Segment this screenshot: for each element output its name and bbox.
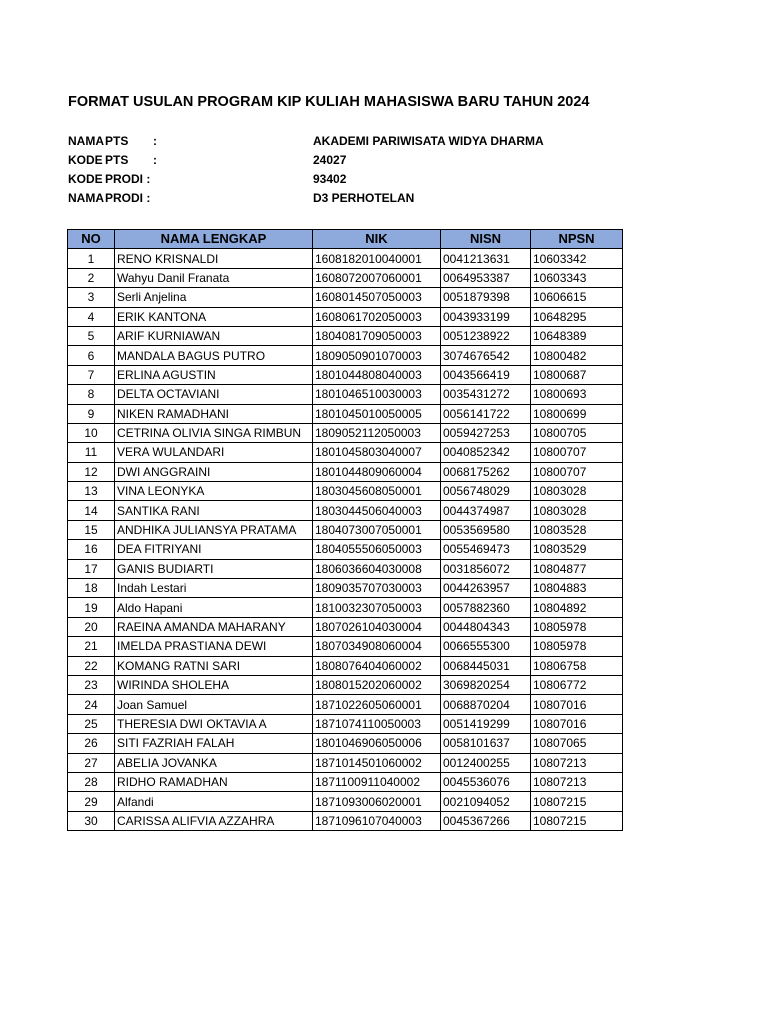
cell-nama-lengkap: RIDHO RAMADHAN bbox=[115, 772, 313, 791]
table-row bbox=[68, 346, 623, 365]
info-label: PRODI : bbox=[105, 172, 151, 186]
cell-nik: 1801046906050006 bbox=[313, 734, 441, 753]
cell-no: 27 bbox=[68, 753, 115, 772]
cell-nik: 1871100911040002 bbox=[313, 772, 441, 791]
cell-npsn: 10803028 bbox=[531, 501, 623, 520]
cell-nama-lengkap: CETRINA OLIVIA SINGA RIMBUN bbox=[115, 423, 313, 442]
table-row bbox=[68, 268, 623, 287]
cell-npsn: 10800705 bbox=[531, 423, 623, 442]
cell-npsn: 10804892 bbox=[531, 598, 623, 617]
table-row bbox=[68, 288, 623, 307]
cell-nik: 1804073007050001 bbox=[313, 520, 441, 539]
cell-nik: 1801044809060004 bbox=[313, 462, 441, 481]
cell-nik: 1809052112050003 bbox=[313, 423, 441, 442]
info-label: PTS bbox=[105, 134, 129, 148]
cell-nik: 1810032307050003 bbox=[313, 598, 441, 617]
cell-npsn: 10806772 bbox=[531, 675, 623, 694]
info-label: NAMA bbox=[68, 191, 104, 205]
cell-nisn: 0056748029 bbox=[441, 482, 531, 501]
cell-nik: 1871096107040003 bbox=[313, 811, 441, 830]
cell-no: 11 bbox=[68, 443, 115, 462]
cell-no: 8 bbox=[68, 385, 115, 404]
cell-no: 5 bbox=[68, 326, 115, 345]
cell-nik: 1803044506040003 bbox=[313, 501, 441, 520]
cell-no: 14 bbox=[68, 501, 115, 520]
cell-nik: 1871093006020001 bbox=[313, 792, 441, 811]
table-row bbox=[68, 792, 623, 811]
table-row bbox=[68, 559, 623, 578]
cell-nama-lengkap: ARIF KURNIAWAN bbox=[115, 326, 313, 345]
cell-nisn: 0045367266 bbox=[441, 811, 531, 830]
cell-no: 17 bbox=[68, 559, 115, 578]
info-label: KODE bbox=[68, 172, 103, 186]
info-value: 24027 bbox=[313, 153, 347, 167]
cell-nisn: 0068445031 bbox=[441, 656, 531, 675]
cell-nama-lengkap: Wahyu Danil Franata bbox=[115, 268, 313, 287]
table-row bbox=[68, 365, 623, 384]
cell-npsn: 10807016 bbox=[531, 695, 623, 714]
cell-nik: 1807026104030004 bbox=[313, 617, 441, 636]
cell-nama-lengkap: ABELIA JOVANKA bbox=[115, 753, 313, 772]
info-label: KODE bbox=[68, 153, 103, 167]
cell-npsn: 10803529 bbox=[531, 540, 623, 559]
cell-nisn: 0044804343 bbox=[441, 617, 531, 636]
cell-no: 29 bbox=[68, 792, 115, 811]
table-row bbox=[68, 385, 623, 404]
cell-nama-lengkap: DEA FITRIYANI bbox=[115, 540, 313, 559]
cell-no: 20 bbox=[68, 617, 115, 636]
table-row bbox=[68, 307, 623, 326]
cell-nama-lengkap: RENO KRISNALDI bbox=[115, 249, 313, 268]
cell-nama-lengkap: THERESIA DWI OKTAVIA A bbox=[115, 714, 313, 733]
cell-nama-lengkap: WIRINDA SHOLEHA bbox=[115, 675, 313, 694]
cell-npsn: 10804877 bbox=[531, 559, 623, 578]
table-row bbox=[68, 404, 623, 423]
cell-nisn: 0055469473 bbox=[441, 540, 531, 559]
table-row bbox=[68, 598, 623, 617]
cell-no: 1 bbox=[68, 249, 115, 268]
cell-npsn: 10807215 bbox=[531, 792, 623, 811]
cell-nik: 1801046510030003 bbox=[313, 385, 441, 404]
cell-nisn: 0051879398 bbox=[441, 288, 531, 307]
cell-nisn: 3069820254 bbox=[441, 675, 531, 694]
cell-npsn: 10800699 bbox=[531, 404, 623, 423]
cell-nama-lengkap: GANIS BUDIARTI bbox=[115, 559, 313, 578]
cell-nama-lengkap: RAEINA AMANDA MAHARANY bbox=[115, 617, 313, 636]
cell-npsn: 10648389 bbox=[531, 326, 623, 345]
column-header-no: NO bbox=[68, 230, 115, 249]
cell-nisn: 0043566419 bbox=[441, 365, 531, 384]
cell-nama-lengkap: ERIK KANTONA bbox=[115, 307, 313, 326]
cell-npsn: 10800707 bbox=[531, 462, 623, 481]
cell-nisn: 0021094052 bbox=[441, 792, 531, 811]
cell-nik: 1804055506050003 bbox=[313, 540, 441, 559]
cell-nik: 1608072007060001 bbox=[313, 268, 441, 287]
cell-nisn: 0044263957 bbox=[441, 579, 531, 598]
cell-nik: 1871074110050003 bbox=[313, 714, 441, 733]
table-row bbox=[68, 811, 623, 830]
cell-nik: 1801045803040007 bbox=[313, 443, 441, 462]
cell-nisn: 0012400255 bbox=[441, 753, 531, 772]
cell-no: 19 bbox=[68, 598, 115, 617]
cell-no: 7 bbox=[68, 365, 115, 384]
cell-nisn: 0068175262 bbox=[441, 462, 531, 481]
cell-nama-lengkap: VINA LEONYKA bbox=[115, 482, 313, 501]
table-row bbox=[68, 249, 623, 268]
table-row bbox=[68, 675, 623, 694]
cell-npsn: 10806758 bbox=[531, 656, 623, 675]
cell-no: 28 bbox=[68, 772, 115, 791]
cell-nik: 1808015202060002 bbox=[313, 675, 441, 694]
info-value: 93402 bbox=[313, 172, 347, 186]
cell-npsn: 10805978 bbox=[531, 617, 623, 636]
cell-nisn: 0041213631 bbox=[441, 249, 531, 268]
cell-nisn: 0045536076 bbox=[441, 772, 531, 791]
info-label: PTS bbox=[105, 153, 129, 167]
table-row bbox=[68, 443, 623, 462]
cell-nik: 1808076404060002 bbox=[313, 656, 441, 675]
cell-no: 13 bbox=[68, 482, 115, 501]
cell-nisn: 0068870204 bbox=[441, 695, 531, 714]
cell-npsn: 10800693 bbox=[531, 385, 623, 404]
cell-nisn: 0051419299 bbox=[441, 714, 531, 733]
table-row bbox=[68, 520, 623, 539]
table-row bbox=[68, 656, 623, 675]
cell-npsn: 10800707 bbox=[531, 443, 623, 462]
column-header-nik: NIK bbox=[313, 230, 441, 249]
cell-nisn: 0064953387 bbox=[441, 268, 531, 287]
cell-no: 2 bbox=[68, 268, 115, 287]
cell-nisn: 0031856072 bbox=[441, 559, 531, 578]
cell-nik: 1809050901070003 bbox=[313, 346, 441, 365]
table-row bbox=[68, 714, 623, 733]
cell-npsn: 10803528 bbox=[531, 520, 623, 539]
cell-nisn: 3074676542 bbox=[441, 346, 531, 365]
cell-no: 24 bbox=[68, 695, 115, 714]
cell-nama-lengkap: ERLINA AGUSTIN bbox=[115, 365, 313, 384]
table-row bbox=[68, 462, 623, 481]
cell-nik: 1871022605060001 bbox=[313, 695, 441, 714]
cell-no: 4 bbox=[68, 307, 115, 326]
cell-no: 12 bbox=[68, 462, 115, 481]
cell-npsn: 10807016 bbox=[531, 714, 623, 733]
column-header-nisn: NISN bbox=[441, 230, 531, 249]
cell-nisn: 0043933199 bbox=[441, 307, 531, 326]
cell-nisn: 0044374987 bbox=[441, 501, 531, 520]
cell-nisn: 0056141722 bbox=[441, 404, 531, 423]
cell-npsn: 10603342 bbox=[531, 249, 623, 268]
cell-nama-lengkap: IMELDA PRASTIANA DEWI bbox=[115, 637, 313, 656]
cell-nama-lengkap: SITI FAZRIAH FALAH bbox=[115, 734, 313, 753]
cell-nisn: 0058101637 bbox=[441, 734, 531, 753]
cell-npsn: 10805978 bbox=[531, 637, 623, 656]
cell-nama-lengkap: DELTA OCTAVIANI bbox=[115, 385, 313, 404]
cell-nik: 1803045608050001 bbox=[313, 482, 441, 501]
cell-no: 25 bbox=[68, 714, 115, 733]
page-title: FORMAT USULAN PROGRAM KIP KULIAH MAHASISWA BARU TAHUN 2024 bbox=[68, 94, 590, 110]
cell-npsn: 10807213 bbox=[531, 772, 623, 791]
table-row bbox=[68, 772, 623, 791]
cell-nisn: 0066555300 bbox=[441, 637, 531, 656]
cell-npsn: 10807215 bbox=[531, 811, 623, 830]
table-row bbox=[68, 501, 623, 520]
cell-nama-lengkap: DWI ANGGRAINI bbox=[115, 462, 313, 481]
cell-no: 22 bbox=[68, 656, 115, 675]
student-table bbox=[67, 229, 623, 831]
table-row bbox=[68, 753, 623, 772]
info-value: AKADEMI PARIWISATA WIDYA DHARMA bbox=[313, 134, 544, 148]
table-row bbox=[68, 540, 623, 559]
cell-npsn: 10807213 bbox=[531, 753, 623, 772]
cell-no: 9 bbox=[68, 404, 115, 423]
table-row bbox=[68, 579, 623, 598]
info-label: PRODI : bbox=[105, 191, 151, 205]
cell-npsn: 10606615 bbox=[531, 288, 623, 307]
cell-no: 26 bbox=[68, 734, 115, 753]
table-row bbox=[68, 695, 623, 714]
cell-no: 30 bbox=[68, 811, 115, 830]
cell-no: 16 bbox=[68, 540, 115, 559]
table-row bbox=[68, 482, 623, 501]
column-header-npsn: NPSN bbox=[531, 230, 623, 249]
cell-no: 6 bbox=[68, 346, 115, 365]
cell-nama-lengkap: SANTIKA RANI bbox=[115, 501, 313, 520]
info-value: D3 PERHOTELAN bbox=[313, 191, 415, 205]
cell-nik: 1871014501060002 bbox=[313, 753, 441, 772]
cell-nik: 1807034908060004 bbox=[313, 637, 441, 656]
info-colon: : bbox=[153, 134, 157, 148]
cell-nisn: 0040852342 bbox=[441, 443, 531, 462]
cell-nisn: 0057882360 bbox=[441, 598, 531, 617]
cell-npsn: 10800482 bbox=[531, 346, 623, 365]
cell-nama-lengkap: ANDHIKA JULIANSYA PRATAMA bbox=[115, 520, 313, 539]
cell-npsn: 10648295 bbox=[531, 307, 623, 326]
cell-nama-lengkap: MANDALA BAGUS PUTRO bbox=[115, 346, 313, 365]
cell-nama-lengkap: Joan Samuel bbox=[115, 695, 313, 714]
cell-nama-lengkap: Alfandi bbox=[115, 792, 313, 811]
info-label: NAMA bbox=[68, 134, 104, 148]
cell-nisn: 0053569580 bbox=[441, 520, 531, 539]
cell-nisn: 0051238922 bbox=[441, 326, 531, 345]
table-row bbox=[68, 617, 623, 636]
cell-nik: 1806036604030008 bbox=[313, 559, 441, 578]
cell-npsn: 10800687 bbox=[531, 365, 623, 384]
cell-nama-lengkap: CARISSA ALIFVIA AZZAHRA bbox=[115, 811, 313, 830]
cell-no: 15 bbox=[68, 520, 115, 539]
table-row bbox=[68, 326, 623, 345]
table-row bbox=[68, 423, 623, 442]
cell-nik: 1608014507050003 bbox=[313, 288, 441, 307]
info-colon: : bbox=[153, 153, 157, 167]
cell-nama-lengkap: VERA WULANDARI bbox=[115, 443, 313, 462]
cell-no: 23 bbox=[68, 675, 115, 694]
cell-no: 10 bbox=[68, 423, 115, 442]
cell-nik: 1608061702050003 bbox=[313, 307, 441, 326]
cell-nama-lengkap: Serli Anjelina bbox=[115, 288, 313, 307]
cell-no: 21 bbox=[68, 637, 115, 656]
cell-nik: 1608182010040001 bbox=[313, 249, 441, 268]
cell-nama-lengkap: Aldo Hapani bbox=[115, 598, 313, 617]
cell-nik: 1801045010050005 bbox=[313, 404, 441, 423]
cell-nik: 1809035707030003 bbox=[313, 579, 441, 598]
cell-npsn: 10807065 bbox=[531, 734, 623, 753]
cell-nama-lengkap: NIKEN RAMADHANI bbox=[115, 404, 313, 423]
table-row bbox=[68, 637, 623, 656]
table-row bbox=[68, 734, 623, 753]
cell-npsn: 10803028 bbox=[531, 482, 623, 501]
cell-npsn: 10804883 bbox=[531, 579, 623, 598]
cell-nisn: 0059427253 bbox=[441, 423, 531, 442]
cell-nisn: 0035431272 bbox=[441, 385, 531, 404]
cell-nik: 1804081709050003 bbox=[313, 326, 441, 345]
cell-nik: 1801044808040003 bbox=[313, 365, 441, 384]
cell-nama-lengkap: KOMANG RATNI SARI bbox=[115, 656, 313, 675]
cell-npsn: 10603343 bbox=[531, 268, 623, 287]
cell-nama-lengkap: Indah Lestari bbox=[115, 579, 313, 598]
table-header-row bbox=[68, 230, 623, 249]
column-header-nama-lengkap: NAMA LENGKAP bbox=[115, 230, 313, 249]
cell-no: 3 bbox=[68, 288, 115, 307]
cell-no: 18 bbox=[68, 579, 115, 598]
